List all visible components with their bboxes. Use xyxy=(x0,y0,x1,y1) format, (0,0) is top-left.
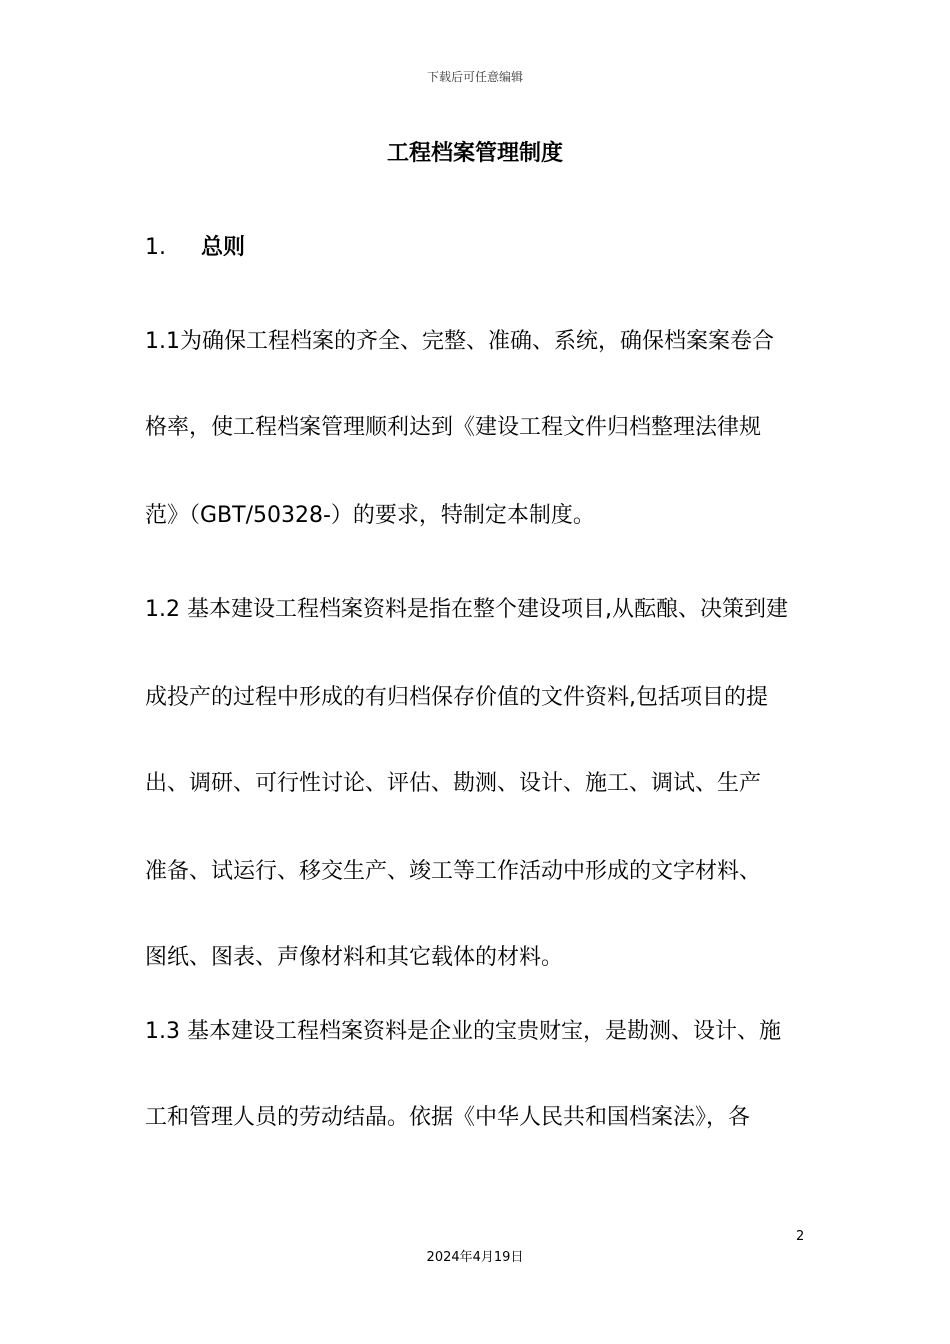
section-title: 总则 xyxy=(201,235,246,260)
paragraph-line: 图纸、图表、声像材料和其它载体的材料。 xyxy=(145,945,564,970)
paragraph-line: 1.2 基本建设工程档案资料是指在整个建设项目,从酝酿、决策到建 xyxy=(145,597,788,622)
paragraph-line: 格率，使工程档案管理顺利达到《建设工程文件归档整理法律规 xyxy=(145,415,762,440)
paragraph-line: 范》（GBT/50328-）的要求，特制定本制度。 xyxy=(145,503,595,528)
paragraph-line: 出、调研、可行性讨论、评估、勘测、设计、施工、调试、生产 xyxy=(145,771,762,796)
section-heading xyxy=(145,230,245,261)
paragraph-line: 工和管理人员的劳动结晶。依据《中华人民共和国档案法》，各 xyxy=(145,1105,751,1130)
paragraph-line: 1.3 基本建设工程档案资料是企业的宝贵财宝，是勘测、设计、施 xyxy=(145,1019,781,1044)
footer-date: 2024年4月19日 xyxy=(426,1250,524,1265)
page-number: 2 xyxy=(796,1229,805,1244)
paragraph-line: 成投产的过程中形成的有归档保存价值的文件资料,包括项目的提 xyxy=(145,685,768,710)
paragraph-line: 1.1为确保工程档案的齐全、完整、准确、系统，确保档案案卷合 xyxy=(145,329,774,354)
document-title: 工程档案管理制度 xyxy=(386,141,563,166)
header-note: 下载后可任意编辑 xyxy=(426,70,523,84)
paragraph-line: 准备、试运行、移交生产、竣工等工作活动中形成的文字材料、 xyxy=(145,859,762,884)
section-number: 1. xyxy=(145,235,166,260)
